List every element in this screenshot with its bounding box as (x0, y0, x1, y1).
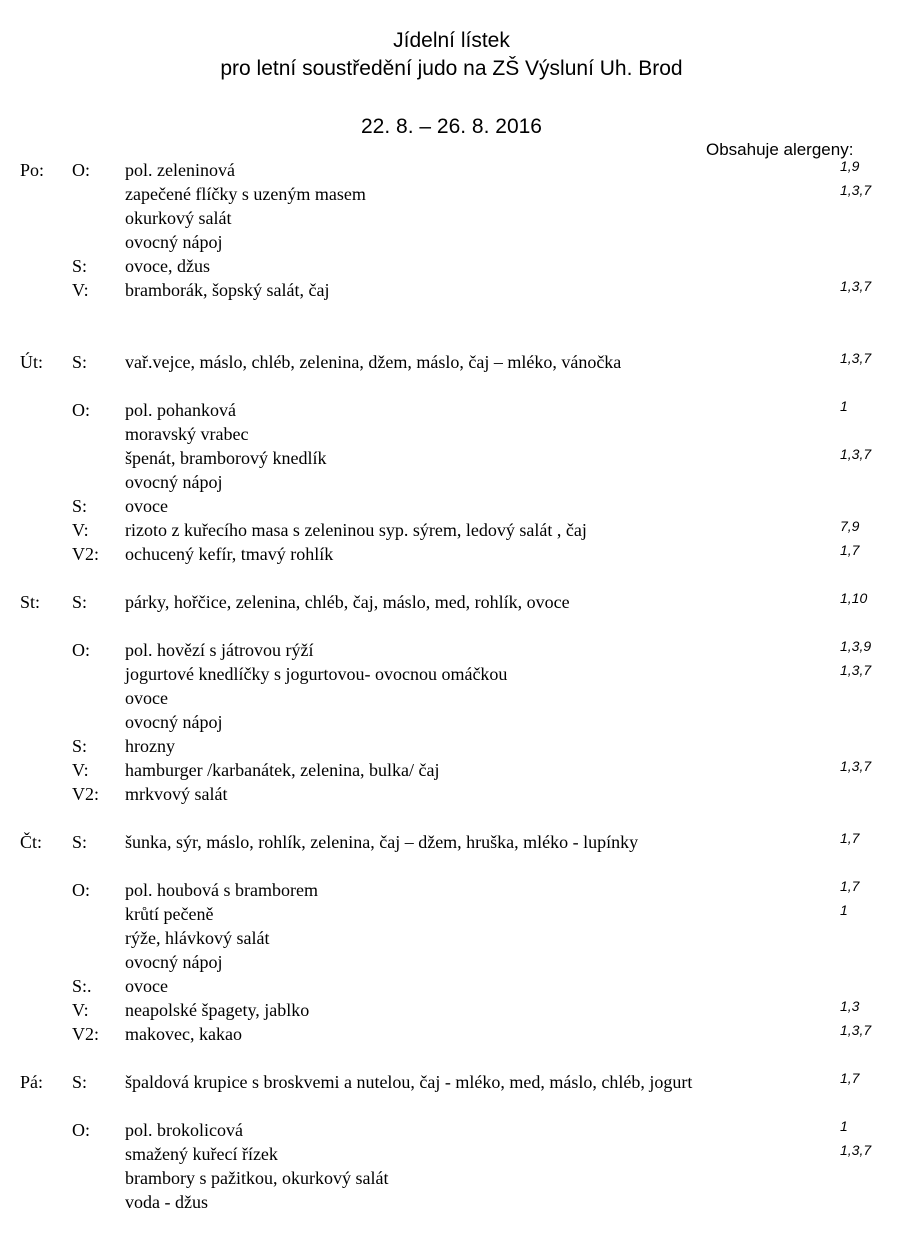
menu-row (0, 1000, 903, 1024)
menu-item-text: voda - džus (125, 1192, 208, 1212)
allergen-codes: 1,3,7 (840, 758, 872, 774)
menu-item-text: brambory s pažitkou, okurkový salát (125, 1168, 389, 1188)
menu-row (0, 448, 903, 472)
allergen-codes: 1 (840, 902, 848, 918)
meal-label: S: (72, 256, 88, 276)
menu-item-text: ovoce (125, 688, 168, 708)
meal-label: O: (72, 640, 90, 660)
menu-table (0, 160, 903, 1216)
meal-label: O: (72, 880, 90, 900)
menu-item-text: ovoce (125, 976, 168, 996)
menu-row (0, 208, 903, 232)
menu-row (0, 736, 903, 760)
allergen-codes: 1,3,7 (840, 182, 872, 198)
allergen-codes: 1,3,7 (840, 662, 872, 678)
menu-row (0, 232, 903, 256)
menu-item-text: moravský vrabec (125, 424, 249, 444)
allergen-codes: 1,3,7 (840, 1022, 872, 1038)
meal-label: V: (72, 280, 89, 300)
menu-item-text: neapolské špagety, jablko (125, 1000, 310, 1020)
menu-row (0, 352, 903, 376)
menu-item-text: šunka, sýr, máslo, rohlík, zelenina, čaj – džem, hruška, mléko - lupínky (125, 832, 639, 852)
menu-row (0, 544, 903, 568)
meal-label: S: (72, 1072, 88, 1092)
day-label: Út: (20, 352, 44, 372)
menu-row (0, 592, 903, 616)
meal-label: V2: (72, 544, 99, 564)
menu-row (0, 760, 903, 784)
menu-item-text: pol. brokolicová (125, 1120, 243, 1140)
menu-row (0, 784, 903, 808)
allergen-codes: 1,3,9 (840, 638, 872, 654)
menu-item-text: zapečené flíčky s uzeným masem (125, 184, 366, 204)
menu-item-text: ovocný nápoj (125, 232, 223, 252)
meal-label: V: (72, 760, 89, 780)
allergen-codes: 1,3 (840, 998, 860, 1014)
menu-row (0, 1072, 903, 1096)
allergen-codes: 1,3,7 (840, 278, 872, 294)
allergen-codes: 7,9 (840, 518, 860, 534)
menu-title: Jídelní lístek (393, 29, 510, 52)
menu-row (0, 952, 903, 976)
allergen-codes: 1,7 (840, 830, 860, 846)
menu-row (0, 256, 903, 280)
menu-row (0, 688, 903, 712)
meal-label: S: (72, 352, 88, 372)
menu-row (0, 976, 903, 1000)
menu-item-text: špaldová krupice s broskvemi a nutelou, čaj - mléko, med, máslo, chléb, jogurt (125, 1072, 693, 1092)
meal-label: O: (72, 1120, 90, 1140)
menu-row (0, 400, 903, 424)
menu-item-text: pol. hovězí s játrovou rýží (125, 640, 314, 660)
meal-label: V: (72, 1000, 89, 1020)
menu-item-text: pol. pohanková (125, 400, 236, 420)
menu-item-text: ochucený kefír, tmavý rohlík (125, 544, 334, 564)
menu-item-text: mrkvový salát (125, 784, 228, 804)
menu-item-text: ovocný nápoj (125, 472, 223, 492)
menu-subtitle: pro letní soustředění judo na ZŠ Výsluní Uh. Brod (220, 57, 683, 80)
menu-row (0, 832, 903, 856)
allergen-heading: Obsahuje alergeny: (706, 140, 854, 159)
menu-row (0, 1192, 903, 1216)
allergen-codes: 1,10 (840, 590, 868, 606)
menu-row (0, 1144, 903, 1168)
menu-item-text: párky, hořčice, zelenina, chléb, čaj, máslo, med, rohlík, ovoce (125, 592, 570, 612)
allergen-codes: 1 (840, 398, 848, 414)
menu-item-text: vař.vejce, máslo, chléb, zelenina, džem, máslo, čaj – mléko, vánočka (125, 352, 622, 372)
menu-row (0, 496, 903, 520)
menu-item-text: pol. zeleninová (125, 160, 235, 180)
allergen-codes: 1,3,7 (840, 1142, 872, 1158)
allergen-codes: 1,3,7 (840, 446, 872, 462)
menu-dates: 22. 8. – 26. 8. 2016 (361, 115, 542, 138)
meal-label: S:. (72, 976, 92, 996)
meal-label: S: (72, 832, 88, 852)
meal-label: S: (72, 592, 88, 612)
menu-item-text: ovocný nápoj (125, 712, 223, 732)
menu-item-text: ovocný nápoj (125, 952, 223, 972)
menu-row (0, 1024, 903, 1048)
menu-row (0, 280, 903, 304)
allergen-codes: 1,9 (840, 158, 860, 174)
menu-row (0, 640, 903, 664)
allergen-codes: 1,7 (840, 542, 860, 558)
menu-row (0, 880, 903, 904)
menu-item-text: bramborák, šopský salát, čaj (125, 280, 330, 300)
menu-item-text: jogurtové knedlíčky s jogurtovou- ovocnou omáčkou (125, 664, 508, 684)
menu-item-text: ovoce (125, 496, 168, 516)
menu-item-text: smažený kuřecí řízek (125, 1144, 278, 1164)
menu-item-text: rizoto z kuřecího masa s zeleninou syp. sýrem, ledový salát , čaj (125, 520, 587, 540)
day-label: Po: (20, 160, 45, 180)
menu-item-text: hrozny (125, 736, 175, 756)
day-label: St: (20, 592, 41, 612)
meal-label: V2: (72, 1024, 99, 1044)
meal-label: V: (72, 520, 89, 540)
menu-item-text: špenát, bramborový knedlík (125, 448, 327, 468)
menu-row (0, 1168, 903, 1192)
day-label: Čt: (20, 832, 43, 852)
menu-row (0, 712, 903, 736)
menu-row (0, 928, 903, 952)
meal-label: O: (72, 400, 90, 420)
menu-item-text: ovoce, džus (125, 256, 210, 276)
menu-row (0, 1120, 903, 1144)
menu-row (0, 520, 903, 544)
menu-item-text: hamburger /karbanátek, zelenina, bulka/ čaj (125, 760, 440, 780)
allergen-codes: 1,7 (840, 1070, 860, 1086)
menu-row (0, 664, 903, 688)
menu-item-text: krůtí pečeně (125, 904, 214, 924)
allergen-codes: 1,3,7 (840, 350, 872, 366)
allergen-codes: 1 (840, 1118, 848, 1134)
allergen-codes: 1,7 (840, 878, 860, 894)
meal-label: S: (72, 496, 88, 516)
day-label: Pá: (20, 1072, 44, 1092)
menu-item-text: okurkový salát (125, 208, 232, 228)
menu-item-text: pol. houbová s bramborem (125, 880, 318, 900)
menu-item-text: rýže, hlávkový salát (125, 928, 270, 948)
menu-row (0, 904, 903, 928)
menu-item-text: makovec, kakao (125, 1024, 242, 1044)
menu-row (0, 472, 903, 496)
meal-label: S: (72, 736, 88, 756)
menu-row (0, 184, 903, 208)
menu-row (0, 424, 903, 448)
menu-row (0, 160, 903, 184)
meal-label: O: (72, 160, 90, 180)
meal-label: V2: (72, 784, 99, 804)
